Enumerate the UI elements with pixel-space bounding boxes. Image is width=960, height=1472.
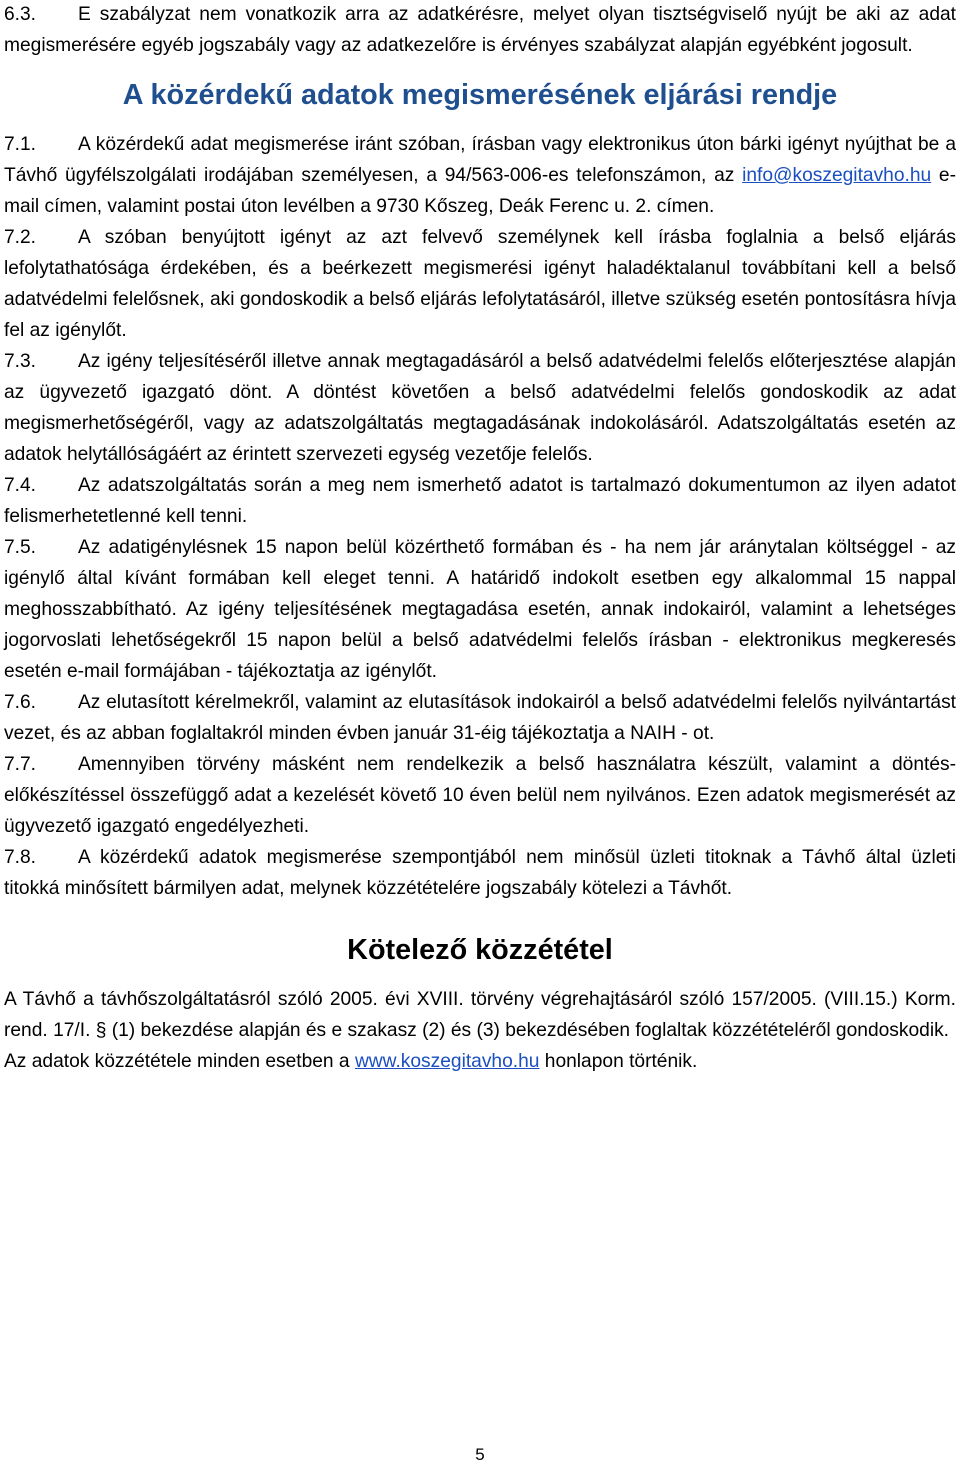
publication-website-paragraph	[4, 1046, 956, 1077]
section-7-4	[4, 470, 956, 532]
section-7-7	[4, 749, 956, 842]
section-text-cont: e-mail címen, valamint postai úton levélben a 9730 Kőszeg, Deák Ferenc u. 2. címen.	[4, 165, 956, 217]
section-text: E szabályzat nem vonatkozik arra az adatkérésre, melyet olyan tisztségviselő nyújt be aki az adat megismerésére egyéb jogszabály vagy az adatkezelőre is érvényes szabályzat alapján egyébként jogosult.	[4, 4, 956, 56]
section-7-3	[4, 346, 956, 470]
paragraph-text-cont: honlapon történik.	[539, 1051, 698, 1072]
section-number: 7.2.	[4, 227, 37, 248]
email-link[interactable]: info@koszegitavho.hu	[742, 165, 932, 186]
section-text: A közérdekű adat megismerése iránt szóban, írásban vagy elektronikus úton bárki igényt nyújthat be a Távhő ügyfélszolgálati irodájában személyesen, a 94/563-006-es telefonszámon, az	[4, 134, 956, 186]
publication-paragraph: A Távhő a távhőszolgáltatásról szóló 2005. évi XVIII. törvény végrehajtásáról szóló 157/2005. (VIII.15.) Korm. rend. 17/I. § (1) bekezdése alapján és e szakasz (2) és (3) bekezdésében foglaltak közzétételéről gondoskodik.	[4, 989, 956, 1041]
paragraph-text: Az adatok közzététele minden esetben a	[4, 1051, 355, 1072]
page-number: 5	[475, 1445, 485, 1464]
section-number: 7.4.	[4, 475, 37, 496]
section-number: 6.3.	[4, 4, 37, 25]
section-text: Az adatigénylésnek 15 napon belül közérthető formában és - ha nem jár aránytalan költséggel - az igénylő által kívánt formában kell eleget tenni. A határidő indokolt esetben egy alkalommal 15 nappal meghosszabbítható. Az igény teljesítésének megtagadása esetén, annak indokairól, valamint a lehetséges jogorvoslati lehetőségekről 15 napon belül a belső adatvédelmi felelős írásban - elektronikus megkeresés esetén e-mail formájában - tájékoztatja az igénylőt.	[4, 537, 956, 682]
section-text: A közérdekű adatok megismerése szempontjából nem minősül üzleti titoknak a Távhő által üzleti titokká minősített bármilyen adat, melynek közzétételére jogszabály kötelezi a Távhőt.	[4, 847, 956, 899]
section-7-6	[4, 687, 956, 749]
section-number: 7.3.	[4, 351, 37, 372]
section-text: Amennyiben törvény másként nem rendelkezik a belső használatra készült, valamint a döntés-előkészítéssel összefüggő adat a kezelését követő 10 éven belül nem nyilvános. Ezen adatok megismerését az ügyvezető igazgató engedélyezheti.	[4, 754, 956, 837]
section-number: 7.5.	[4, 537, 37, 558]
section-7-1	[4, 129, 956, 222]
section-text: Az adatszolgáltatás során a meg nem ismerhető adatot is tartalmazó dokumentumon az ilyen adatot felismerhetetlenné kell tenni.	[4, 475, 956, 527]
section-number: 7.1.	[4, 134, 37, 155]
blank-line	[4, 904, 956, 935]
section-number: 7.6.	[4, 692, 37, 713]
website-link[interactable]: www.koszegitavho.hu	[354, 1051, 540, 1072]
section-text: A szóban benyújtott igényt az azt felvevő személynek kell írásba foglalnia a belső eljárás lefolytathatósága érdekében, és a beérkezett megismerési igényt haladéktalanul továbbítani kell a belső adatvédelmi felelősnek, aki gondoskodik a belső eljárás lefolytatásáról, illetve szükség esetén pontosításra hívja fel az igénylőt.	[4, 227, 956, 341]
document-body	[4, 0, 956, 1077]
section-number: 7.8.	[4, 847, 37, 868]
procedure-heading: A közérdekű adatok megismerésének eljárási rendje	[122, 79, 838, 111]
section-7-8	[4, 842, 956, 904]
section-text: Az igény teljesítéséről illetve annak megtagadásáról a belső adatvédelmi felelős előterjesztése alapján az ügyvezető igazgató dönt. A döntést követően a belső adatvédelmi felelős gondoskodik az adat megismerhetőségéről, vagy az adatszolgáltatás megtagadásának indokolásáról. Adatszolgáltatás esetén az adatok helytállóságáért az érintett szervezeti egység vezetője felelős.	[4, 351, 956, 465]
section-number: 7.7.	[4, 754, 37, 775]
section-text: Az elutasított kérelmekről, valamint az elutasítások indokairól a belső adatvédelmi felelős nyilvántartást vezet, és az abban foglaltakról minden évben január 31-éig tájékoztatja a NAIH - ot.	[4, 692, 956, 744]
section-6-3	[4, 0, 956, 61]
publication-heading: Kötelező közzététel	[347, 934, 613, 966]
section-7-5	[4, 532, 956, 687]
section-7-2	[4, 222, 956, 346]
